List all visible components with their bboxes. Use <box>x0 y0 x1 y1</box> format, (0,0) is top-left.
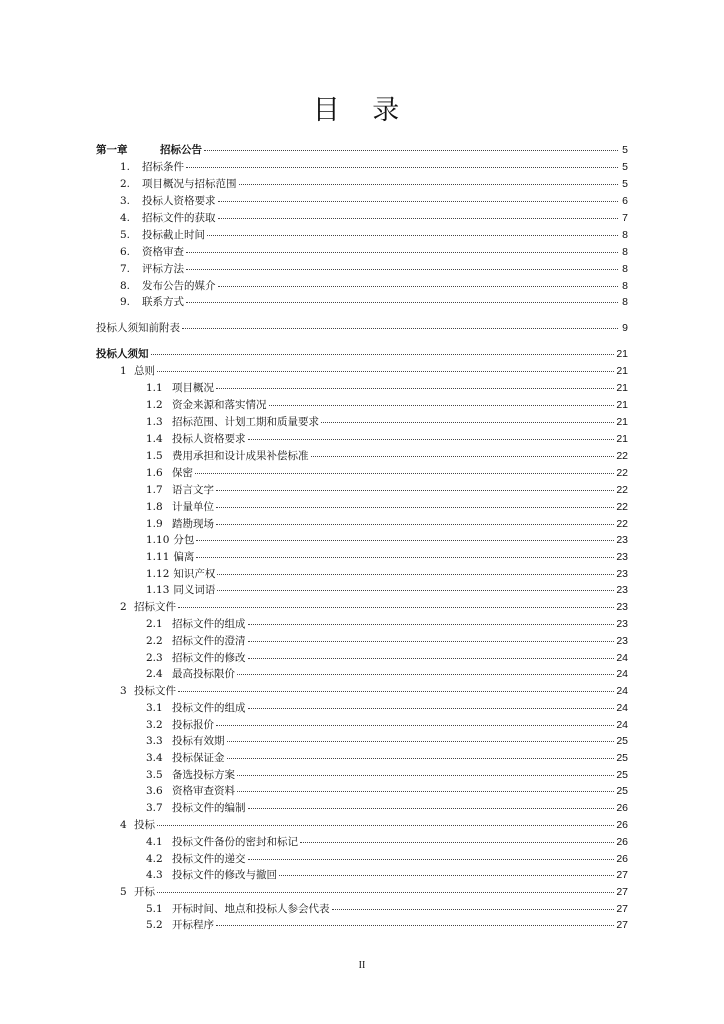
toc-entry-page: 22 <box>616 450 628 462</box>
toc-entry-page: 27 <box>616 886 628 898</box>
toc-entry-page: 24 <box>616 652 628 664</box>
toc-entry-page: 21 <box>616 365 628 377</box>
toc-entry[interactable] <box>146 448 628 464</box>
toc-entry-number: 1.7 <box>146 484 163 496</box>
toc-entry[interactable] <box>146 700 628 716</box>
toc-entry[interactable] <box>146 431 628 447</box>
toc-entry[interactable] <box>120 294 628 310</box>
toc-entry[interactable] <box>146 867 628 883</box>
dot-leader <box>248 798 615 809</box>
dot-leader <box>186 259 618 270</box>
toc-entry-page: 22 <box>616 484 628 496</box>
dot-leader <box>227 748 615 759</box>
toc-entry-label: 投标有效期 <box>172 735 225 747</box>
toc-entry-label: 最高投标限价 <box>172 668 235 680</box>
dot-leader <box>227 731 615 742</box>
toc-entry-label: 发布公告的媒介 <box>142 280 216 292</box>
toc-entry[interactable] <box>120 210 628 226</box>
toc-entry[interactable] <box>146 783 628 799</box>
toc-entry[interactable] <box>146 733 628 749</box>
toc-entry-number: 4 <box>120 819 127 831</box>
toc-entry-label: 语言文字 <box>172 484 214 496</box>
toc-entry-number: 1.11 <box>146 551 170 563</box>
dot-leader <box>216 514 614 525</box>
toc-entry-label: 评标方法 <box>142 263 184 275</box>
toc-entry-page: 26 <box>616 836 628 848</box>
dot-leader <box>248 631 615 642</box>
toc-entry-number: 1.8 <box>146 501 163 513</box>
toc-entry-page: 22 <box>616 467 628 479</box>
dot-leader <box>157 882 614 893</box>
toc-entry[interactable] <box>120 193 628 209</box>
dot-leader <box>186 242 618 253</box>
dot-leader <box>269 395 615 406</box>
toc-entry-label: 投标文件的编制 <box>172 802 246 814</box>
toc-entry[interactable] <box>96 346 628 362</box>
toc-entry-number: 5.2 <box>146 919 163 931</box>
toc-entry[interactable] <box>120 261 628 277</box>
toc-entry-label: 总则 <box>134 365 155 377</box>
toc-entry-page: 22 <box>616 518 628 530</box>
toc-entry-number: 3 <box>120 685 127 697</box>
toc-entry-page: 21 <box>616 416 628 428</box>
toc-entry-page: 21 <box>616 382 628 394</box>
dot-leader <box>216 715 614 726</box>
toc-entry[interactable] <box>146 549 628 565</box>
toc-entry-page: 8 <box>622 229 628 241</box>
dot-leader <box>216 915 614 926</box>
toc-entry-number: 3.3 <box>146 735 163 747</box>
toc-entry-label: 开标时间、地点和投标人参会代表 <box>172 903 330 915</box>
toc-entry-page: 5 <box>622 178 628 190</box>
toc-entry-label: 招标文件的澄清 <box>172 635 246 647</box>
dot-leader <box>248 614 615 625</box>
toc-entry-label: 知识产权 <box>173 568 216 580</box>
toc-entry-number: 1.6 <box>146 467 163 479</box>
dot-leader <box>216 378 614 389</box>
toc-entry-number: 5 <box>120 886 127 898</box>
toc-entry-page: 24 <box>616 719 628 731</box>
dot-leader <box>300 832 614 843</box>
toc-entry-number: 1.5 <box>146 450 163 462</box>
toc-entry-page: 27 <box>616 869 628 881</box>
dot-leader <box>216 480 614 491</box>
toc-entry-label: 同义词语 <box>173 584 216 596</box>
dot-leader <box>151 344 615 355</box>
toc-entry-number: 1.9 <box>146 518 163 530</box>
toc-entry[interactable] <box>146 482 628 498</box>
dot-leader <box>217 580 614 591</box>
toc-entry-page: 23 <box>616 618 628 630</box>
toc-entry-number: 4.1 <box>146 836 163 848</box>
toc-entry[interactable] <box>146 750 628 766</box>
toc-entry-page: 5 <box>622 161 628 173</box>
dot-leader <box>237 765 614 776</box>
dot-leader <box>239 174 619 185</box>
dot-leader <box>157 361 614 372</box>
dot-leader <box>157 815 614 826</box>
toc-entry-number: 8. <box>120 280 131 292</box>
toc-entry-label: 联系方式 <box>142 296 184 308</box>
toc-entry[interactable] <box>146 666 628 682</box>
toc-entry-label: 投标文件的修改与撤回 <box>172 869 277 881</box>
dot-leader <box>186 292 618 303</box>
toc-entry-label: 招标公告 <box>160 144 202 156</box>
toc-entry-page: 8 <box>622 280 628 292</box>
toc-entry-number: 3. <box>120 195 131 207</box>
dot-leader <box>196 530 614 541</box>
toc-entry-label: 招标文件的组成 <box>172 618 246 630</box>
toc-entry-page: 23 <box>616 601 628 613</box>
toc-entry-label: 投标人须知 <box>96 348 149 360</box>
dot-leader <box>218 191 619 202</box>
toc-entry-label: 招标条件 <box>142 161 184 173</box>
toc-entry[interactable] <box>146 800 628 816</box>
toc-entry-number: 9. <box>120 296 131 308</box>
dot-leader <box>196 547 614 558</box>
toc-entry[interactable] <box>146 917 628 933</box>
toc-entry-label: 投标截止时间 <box>142 229 205 241</box>
dot-leader <box>195 463 614 474</box>
dot-leader <box>321 412 614 423</box>
toc-entry[interactable] <box>120 176 628 192</box>
dot-leader <box>217 564 614 575</box>
toc-entry[interactable] <box>146 397 628 413</box>
toc-entry-number: 5. <box>120 229 131 241</box>
toc-entry-number: 1.3 <box>146 416 163 428</box>
dot-leader <box>182 318 618 329</box>
toc-entry-label: 投标文件 <box>134 685 176 697</box>
dot-leader <box>178 681 614 692</box>
toc-entry-number: 2.4 <box>146 668 163 680</box>
toc-entry-number: 3.6 <box>146 785 163 797</box>
toc-entry-page: 6 <box>622 195 628 207</box>
toc-entry-label: 招标文件 <box>134 601 176 613</box>
toc-entry-number: 3.5 <box>146 769 163 781</box>
toc-entry-number: 1.13 <box>146 584 170 596</box>
toc-entry-label: 资格审查资料 <box>172 785 235 797</box>
dot-leader <box>311 446 615 457</box>
toc-entry-number: 2.2 <box>146 635 163 647</box>
page-number-footer: II <box>358 960 366 971</box>
toc-entry-label: 项目概况 <box>172 382 214 394</box>
toc-entry-page: 25 <box>616 735 628 747</box>
toc-entry-page: 8 <box>622 246 628 258</box>
toc-entry-page: 26 <box>616 802 628 814</box>
toc-entry-number: 2 <box>120 601 127 613</box>
toc-entry[interactable] <box>120 244 628 260</box>
toc-entry-page: 23 <box>616 584 628 596</box>
dot-leader <box>248 698 615 709</box>
toc-entry[interactable] <box>146 414 628 430</box>
toc-entry-page: 23 <box>616 568 628 580</box>
dot-leader <box>218 276 619 287</box>
dot-leader <box>248 429 615 440</box>
toc-entry-page: 21 <box>616 433 628 445</box>
toc-entry[interactable] <box>146 532 628 548</box>
toc-entry-page: 24 <box>616 685 628 697</box>
toc-entry-label: 资格审查 <box>142 246 184 258</box>
toc-entry-number: 6. <box>120 246 131 258</box>
toc-entry-number: 第一章 <box>96 144 128 156</box>
dot-leader <box>218 208 619 219</box>
toc-entry-number: 4.3 <box>146 869 163 881</box>
toc-entry-label: 资金来源和落实情况 <box>172 399 267 411</box>
toc-entry-label: 保密 <box>172 467 193 479</box>
dot-leader <box>279 865 614 876</box>
toc-entry-page: 27 <box>616 903 628 915</box>
toc-entry-number: 1.12 <box>146 568 170 580</box>
toc-entry-page: 7 <box>622 212 628 224</box>
toc-entry[interactable] <box>146 616 628 632</box>
toc-entry[interactable] <box>146 633 628 649</box>
toc-entry-label: 投标人资格要求 <box>142 195 216 207</box>
toc-entry-page: 8 <box>622 296 628 308</box>
toc-entry-number: 3.1 <box>146 702 163 714</box>
toc-entry-number: 4.2 <box>146 853 163 865</box>
toc-entry-number: 7. <box>120 263 131 275</box>
toc-entry-number: 2.3 <box>146 652 163 664</box>
toc-entry-number: 1.10 <box>146 534 170 546</box>
toc-entry[interactable] <box>146 582 628 598</box>
toc-entry-label: 开标程序 <box>172 919 214 931</box>
toc-entry-page: 24 <box>616 668 628 680</box>
toc-entry-label: 偏离 <box>173 551 195 563</box>
toc-entry-label: 投标文件的递交 <box>172 853 246 865</box>
toc-entry-number: 1. <box>120 161 131 173</box>
toc-entry-label: 开标 <box>134 886 155 898</box>
toc-entry-page: 23 <box>616 551 628 563</box>
toc-entry[interactable] <box>146 499 628 515</box>
dot-leader <box>216 497 614 508</box>
toc-entry-label: 备选投标方案 <box>172 769 235 781</box>
dot-leader <box>332 899 615 910</box>
toc-entry-page: 21 <box>616 348 628 360</box>
toc-entry[interactable] <box>120 884 628 900</box>
toc-entry-page: 21 <box>616 399 628 411</box>
toc-entry-number: 2.1 <box>146 618 163 630</box>
toc-entry-number: 3.7 <box>146 802 163 814</box>
toc-entry-label: 招标文件的获取 <box>142 212 216 224</box>
toc-entry[interactable] <box>120 817 628 833</box>
toc-entry-label: 招标范围、计划工期和质量要求 <box>172 416 319 428</box>
toc-entry-page: 23 <box>616 534 628 546</box>
toc-entry-label: 投标人须知前附表 <box>96 322 180 334</box>
toc-entry-label: 投标人资格要求 <box>172 433 246 445</box>
toc-entry-page: 27 <box>616 919 628 931</box>
toc-entry-label: 投标文件的组成 <box>172 702 246 714</box>
toc-entry-number: 4. <box>120 212 131 224</box>
toc-entry-number: 5.1 <box>146 903 163 915</box>
toc-entry-page: 25 <box>616 769 628 781</box>
toc-entry-page: 8 <box>622 263 628 275</box>
toc-entry-page: 23 <box>616 635 628 647</box>
toc-entry-label: 计量单位 <box>172 501 214 513</box>
dot-leader <box>248 849 615 860</box>
page-title: 目 录 <box>312 95 412 126</box>
toc-entry-page: 22 <box>616 501 628 513</box>
dot-leader <box>178 597 614 608</box>
toc-entry[interactable] <box>120 227 628 243</box>
toc-entry-label: 费用承担和设计成果补偿标准 <box>172 450 309 462</box>
toc-entry-page: 5 <box>622 144 628 156</box>
toc-entry[interactable] <box>146 465 628 481</box>
toc-entry-label: 投标报价 <box>172 719 214 731</box>
toc-entry-label: 招标文件的修改 <box>172 652 246 664</box>
toc-entry-number: 3.2 <box>146 719 163 731</box>
toc-entry-label: 踏勘现场 <box>172 518 214 530</box>
toc-entry[interactable] <box>120 363 628 379</box>
toc-entry-number: 1 <box>120 365 127 377</box>
toc-entry-number: 3.4 <box>146 752 163 764</box>
toc-entry-page: 25 <box>616 785 628 797</box>
toc-entry[interactable] <box>120 599 628 615</box>
toc-entry[interactable] <box>120 159 628 175</box>
toc-entry-page: 24 <box>616 702 628 714</box>
toc-entry-label: 分包 <box>173 534 195 546</box>
toc-entry-number: 2. <box>120 178 131 190</box>
dot-leader <box>237 781 614 792</box>
toc-entry-page: 26 <box>616 819 628 831</box>
toc-entry-page: 26 <box>616 853 628 865</box>
dot-leader <box>207 225 618 236</box>
dot-leader <box>248 648 615 659</box>
toc-entry-number: 1.4 <box>146 433 163 445</box>
toc-entry-number: 1.1 <box>146 382 163 394</box>
toc-entry-label: 投标 <box>134 819 155 831</box>
toc-entry-page: 9 <box>622 322 628 334</box>
toc-entry[interactable] <box>146 380 628 396</box>
toc-entry[interactable] <box>146 834 628 850</box>
dot-leader <box>186 157 618 168</box>
toc-entry-number: 1.2 <box>146 399 163 411</box>
toc-entry[interactable] <box>96 142 628 158</box>
dot-leader <box>204 140 618 151</box>
dot-leader <box>237 664 614 675</box>
toc-entry[interactable] <box>96 320 628 336</box>
toc-entry-page: 25 <box>616 752 628 764</box>
toc-entry-label: 投标文件备份的密封和标记 <box>172 836 298 848</box>
toc-entry-label: 投标保证金 <box>172 752 225 764</box>
toc-entry[interactable] <box>120 683 628 699</box>
toc-entry-label: 项目概况与招标范围 <box>142 178 237 190</box>
